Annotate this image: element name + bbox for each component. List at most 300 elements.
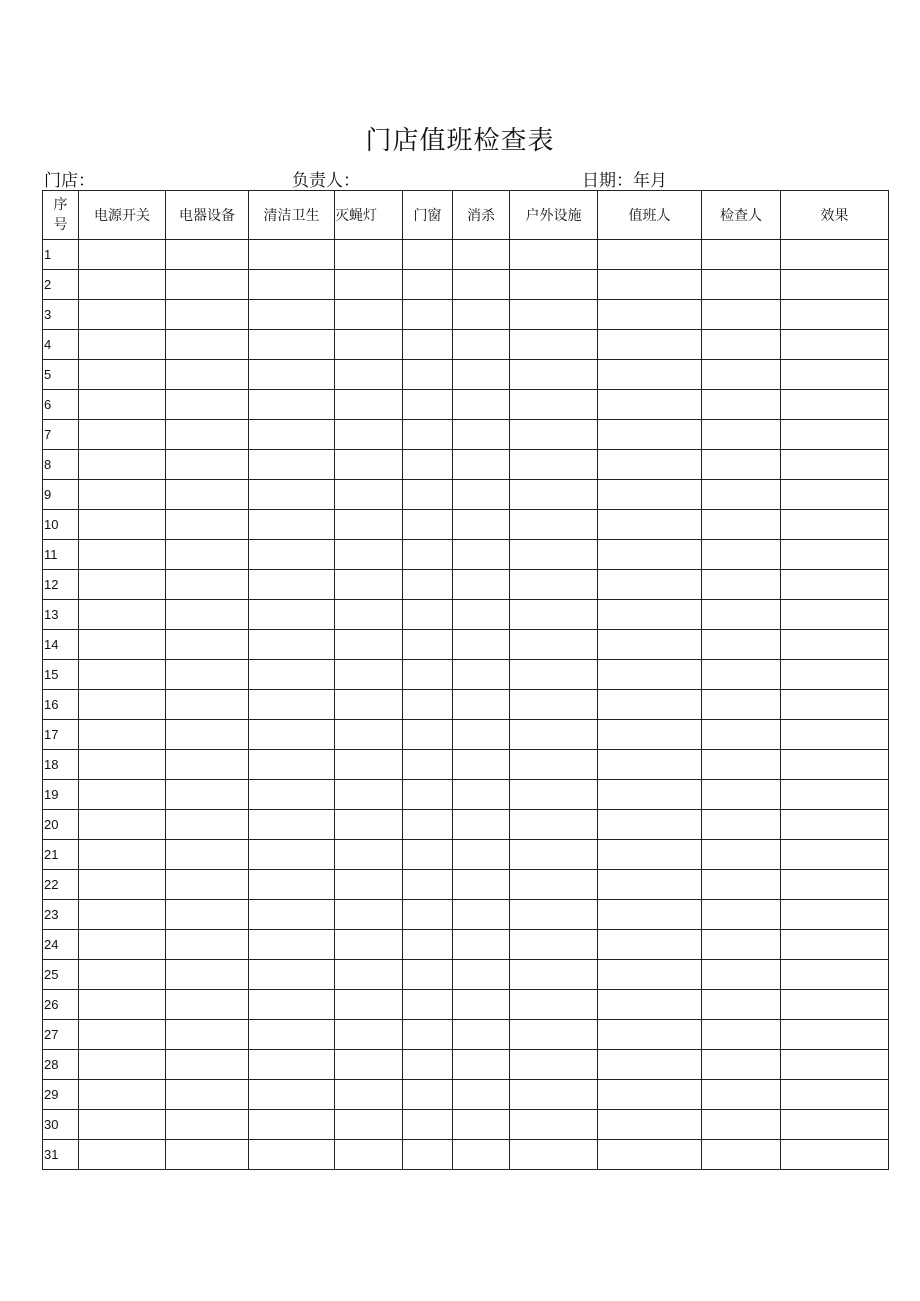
blank-cell[interactable] bbox=[453, 1110, 510, 1140]
blank-cell[interactable] bbox=[510, 1020, 598, 1050]
blank-cell[interactable] bbox=[335, 330, 403, 360]
blank-cell[interactable] bbox=[781, 720, 889, 750]
blank-cell[interactable] bbox=[79, 480, 166, 510]
blank-cell[interactable] bbox=[249, 630, 335, 660]
blank-cell[interactable] bbox=[598, 930, 702, 960]
blank-cell[interactable] bbox=[249, 660, 335, 690]
blank-cell[interactable] bbox=[510, 330, 598, 360]
blank-cell[interactable] bbox=[249, 1140, 335, 1170]
blank-cell[interactable] bbox=[702, 270, 781, 300]
blank-cell[interactable] bbox=[403, 990, 453, 1020]
blank-cell[interactable] bbox=[702, 300, 781, 330]
blank-cell[interactable] bbox=[403, 510, 453, 540]
blank-cell[interactable] bbox=[598, 630, 702, 660]
blank-cell[interactable] bbox=[781, 330, 889, 360]
blank-cell[interactable] bbox=[510, 510, 598, 540]
blank-cell[interactable] bbox=[598, 870, 702, 900]
blank-cell[interactable] bbox=[453, 1050, 510, 1080]
blank-cell[interactable] bbox=[403, 270, 453, 300]
blank-cell[interactable] bbox=[166, 930, 249, 960]
blank-cell[interactable] bbox=[166, 780, 249, 810]
blank-cell[interactable] bbox=[598, 840, 702, 870]
blank-cell[interactable] bbox=[781, 1050, 889, 1080]
blank-cell[interactable] bbox=[403, 780, 453, 810]
blank-cell[interactable] bbox=[510, 690, 598, 720]
blank-cell[interactable] bbox=[79, 450, 166, 480]
blank-cell[interactable] bbox=[249, 330, 335, 360]
blank-cell[interactable] bbox=[702, 420, 781, 450]
blank-cell[interactable] bbox=[335, 360, 403, 390]
blank-cell[interactable] bbox=[453, 480, 510, 510]
blank-cell[interactable] bbox=[510, 540, 598, 570]
blank-cell[interactable] bbox=[453, 570, 510, 600]
blank-cell[interactable] bbox=[79, 1080, 166, 1110]
blank-cell[interactable] bbox=[166, 750, 249, 780]
blank-cell[interactable] bbox=[335, 720, 403, 750]
blank-cell[interactable] bbox=[166, 540, 249, 570]
blank-cell[interactable] bbox=[510, 870, 598, 900]
blank-cell[interactable] bbox=[510, 570, 598, 600]
blank-cell[interactable] bbox=[781, 450, 889, 480]
blank-cell[interactable] bbox=[249, 270, 335, 300]
blank-cell[interactable] bbox=[702, 540, 781, 570]
blank-cell[interactable] bbox=[598, 720, 702, 750]
blank-cell[interactable] bbox=[598, 1020, 702, 1050]
blank-cell[interactable] bbox=[166, 1020, 249, 1050]
blank-cell[interactable] bbox=[249, 300, 335, 330]
blank-cell[interactable] bbox=[249, 1110, 335, 1140]
blank-cell[interactable] bbox=[702, 1080, 781, 1110]
blank-cell[interactable] bbox=[702, 510, 781, 540]
blank-cell[interactable] bbox=[335, 270, 403, 300]
blank-cell[interactable] bbox=[335, 300, 403, 330]
blank-cell[interactable] bbox=[79, 300, 166, 330]
blank-cell[interactable] bbox=[702, 810, 781, 840]
blank-cell[interactable] bbox=[79, 600, 166, 630]
blank-cell[interactable] bbox=[335, 480, 403, 510]
blank-cell[interactable] bbox=[249, 810, 335, 840]
blank-cell[interactable] bbox=[453, 660, 510, 690]
blank-cell[interactable] bbox=[702, 840, 781, 870]
blank-cell[interactable] bbox=[249, 450, 335, 480]
blank-cell[interactable] bbox=[453, 810, 510, 840]
blank-cell[interactable] bbox=[403, 1110, 453, 1140]
blank-cell[interactable] bbox=[166, 1050, 249, 1080]
blank-cell[interactable] bbox=[403, 660, 453, 690]
blank-cell[interactable] bbox=[166, 390, 249, 420]
blank-cell[interactable] bbox=[335, 540, 403, 570]
blank-cell[interactable] bbox=[453, 690, 510, 720]
blank-cell[interactable] bbox=[702, 990, 781, 1020]
blank-cell[interactable] bbox=[510, 420, 598, 450]
blank-cell[interactable] bbox=[598, 900, 702, 930]
blank-cell[interactable] bbox=[335, 690, 403, 720]
blank-cell[interactable] bbox=[166, 810, 249, 840]
blank-cell[interactable] bbox=[781, 990, 889, 1020]
blank-cell[interactable] bbox=[166, 720, 249, 750]
blank-cell[interactable] bbox=[335, 390, 403, 420]
blank-cell[interactable] bbox=[166, 420, 249, 450]
blank-cell[interactable] bbox=[781, 510, 889, 540]
blank-cell[interactable] bbox=[335, 1080, 403, 1110]
blank-cell[interactable] bbox=[249, 360, 335, 390]
blank-cell[interactable] bbox=[166, 1110, 249, 1140]
blank-cell[interactable] bbox=[453, 540, 510, 570]
blank-cell[interactable] bbox=[79, 240, 166, 270]
blank-cell[interactable] bbox=[79, 540, 166, 570]
blank-cell[interactable] bbox=[510, 900, 598, 930]
blank-cell[interactable] bbox=[510, 1050, 598, 1080]
blank-cell[interactable] bbox=[598, 1140, 702, 1170]
blank-cell[interactable] bbox=[403, 360, 453, 390]
blank-cell[interactable] bbox=[166, 990, 249, 1020]
blank-cell[interactable] bbox=[453, 360, 510, 390]
blank-cell[interactable] bbox=[335, 900, 403, 930]
blank-cell[interactable] bbox=[403, 1020, 453, 1050]
blank-cell[interactable] bbox=[453, 720, 510, 750]
blank-cell[interactable] bbox=[453, 1020, 510, 1050]
blank-cell[interactable] bbox=[335, 570, 403, 600]
blank-cell[interactable] bbox=[598, 270, 702, 300]
blank-cell[interactable] bbox=[598, 600, 702, 630]
blank-cell[interactable] bbox=[166, 630, 249, 660]
blank-cell[interactable] bbox=[249, 960, 335, 990]
blank-cell[interactable] bbox=[249, 750, 335, 780]
blank-cell[interactable] bbox=[335, 240, 403, 270]
blank-cell[interactable] bbox=[510, 240, 598, 270]
blank-cell[interactable] bbox=[166, 1080, 249, 1110]
blank-cell[interactable] bbox=[702, 1110, 781, 1140]
blank-cell[interactable] bbox=[781, 660, 889, 690]
blank-cell[interactable] bbox=[510, 360, 598, 390]
blank-cell[interactable] bbox=[249, 240, 335, 270]
blank-cell[interactable] bbox=[79, 870, 166, 900]
blank-cell[interactable] bbox=[453, 390, 510, 420]
blank-cell[interactable] bbox=[249, 1080, 335, 1110]
blank-cell[interactable] bbox=[598, 300, 702, 330]
blank-cell[interactable] bbox=[403, 540, 453, 570]
blank-cell[interactable] bbox=[510, 390, 598, 420]
blank-cell[interactable] bbox=[598, 540, 702, 570]
blank-cell[interactable] bbox=[702, 720, 781, 750]
blank-cell[interactable] bbox=[79, 660, 166, 690]
blank-cell[interactable] bbox=[335, 1110, 403, 1140]
blank-cell[interactable] bbox=[781, 750, 889, 780]
blank-cell[interactable] bbox=[166, 900, 249, 930]
blank-cell[interactable] bbox=[403, 840, 453, 870]
blank-cell[interactable] bbox=[702, 480, 781, 510]
blank-cell[interactable] bbox=[781, 540, 889, 570]
blank-cell[interactable] bbox=[702, 900, 781, 930]
blank-cell[interactable] bbox=[598, 750, 702, 780]
blank-cell[interactable] bbox=[702, 960, 781, 990]
blank-cell[interactable] bbox=[403, 720, 453, 750]
blank-cell[interactable] bbox=[781, 1110, 889, 1140]
blank-cell[interactable] bbox=[335, 420, 403, 450]
blank-cell[interactable] bbox=[453, 750, 510, 780]
blank-cell[interactable] bbox=[166, 840, 249, 870]
blank-cell[interactable] bbox=[249, 420, 335, 450]
blank-cell[interactable] bbox=[403, 1050, 453, 1080]
blank-cell[interactable] bbox=[598, 1110, 702, 1140]
blank-cell[interactable] bbox=[403, 630, 453, 660]
blank-cell[interactable] bbox=[598, 510, 702, 540]
blank-cell[interactable] bbox=[781, 300, 889, 330]
blank-cell[interactable] bbox=[79, 900, 166, 930]
blank-cell[interactable] bbox=[510, 660, 598, 690]
blank-cell[interactable] bbox=[702, 1050, 781, 1080]
blank-cell[interactable] bbox=[79, 510, 166, 540]
blank-cell[interactable] bbox=[249, 540, 335, 570]
blank-cell[interactable] bbox=[702, 1020, 781, 1050]
blank-cell[interactable] bbox=[166, 360, 249, 390]
blank-cell[interactable] bbox=[79, 750, 166, 780]
blank-cell[interactable] bbox=[166, 240, 249, 270]
blank-cell[interactable] bbox=[403, 960, 453, 990]
blank-cell[interactable] bbox=[335, 1020, 403, 1050]
blank-cell[interactable] bbox=[166, 510, 249, 540]
blank-cell[interactable] bbox=[335, 960, 403, 990]
blank-cell[interactable] bbox=[335, 840, 403, 870]
blank-cell[interactable] bbox=[166, 960, 249, 990]
blank-cell[interactable] bbox=[403, 690, 453, 720]
blank-cell[interactable] bbox=[510, 840, 598, 870]
blank-cell[interactable] bbox=[598, 240, 702, 270]
blank-cell[interactable] bbox=[781, 1020, 889, 1050]
blank-cell[interactable] bbox=[453, 300, 510, 330]
blank-cell[interactable] bbox=[453, 510, 510, 540]
blank-cell[interactable] bbox=[453, 630, 510, 660]
blank-cell[interactable] bbox=[510, 780, 598, 810]
blank-cell[interactable] bbox=[453, 450, 510, 480]
blank-cell[interactable] bbox=[335, 510, 403, 540]
blank-cell[interactable] bbox=[598, 480, 702, 510]
blank-cell[interactable] bbox=[510, 450, 598, 480]
blank-cell[interactable] bbox=[453, 990, 510, 1020]
blank-cell[interactable] bbox=[249, 480, 335, 510]
blank-cell[interactable] bbox=[510, 1110, 598, 1140]
blank-cell[interactable] bbox=[249, 1050, 335, 1080]
blank-cell[interactable] bbox=[403, 450, 453, 480]
blank-cell[interactable] bbox=[335, 930, 403, 960]
blank-cell[interactable] bbox=[702, 630, 781, 660]
blank-cell[interactable] bbox=[781, 480, 889, 510]
blank-cell[interactable] bbox=[781, 960, 889, 990]
blank-cell[interactable] bbox=[335, 1050, 403, 1080]
blank-cell[interactable] bbox=[79, 720, 166, 750]
blank-cell[interactable] bbox=[249, 510, 335, 540]
blank-cell[interactable] bbox=[249, 900, 335, 930]
blank-cell[interactable] bbox=[335, 1140, 403, 1170]
blank-cell[interactable] bbox=[335, 990, 403, 1020]
blank-cell[interactable] bbox=[453, 780, 510, 810]
blank-cell[interactable] bbox=[403, 420, 453, 450]
blank-cell[interactable] bbox=[403, 930, 453, 960]
blank-cell[interactable] bbox=[702, 870, 781, 900]
blank-cell[interactable] bbox=[166, 570, 249, 600]
blank-cell[interactable] bbox=[702, 660, 781, 690]
blank-cell[interactable] bbox=[249, 840, 335, 870]
blank-cell[interactable] bbox=[781, 1140, 889, 1170]
blank-cell[interactable] bbox=[79, 930, 166, 960]
blank-cell[interactable] bbox=[598, 360, 702, 390]
blank-cell[interactable] bbox=[781, 270, 889, 300]
blank-cell[interactable] bbox=[702, 360, 781, 390]
blank-cell[interactable] bbox=[598, 690, 702, 720]
blank-cell[interactable] bbox=[453, 600, 510, 630]
blank-cell[interactable] bbox=[335, 600, 403, 630]
blank-cell[interactable] bbox=[335, 660, 403, 690]
blank-cell[interactable] bbox=[510, 750, 598, 780]
blank-cell[interactable] bbox=[79, 1020, 166, 1050]
blank-cell[interactable] bbox=[598, 660, 702, 690]
blank-cell[interactable] bbox=[166, 480, 249, 510]
blank-cell[interactable] bbox=[79, 360, 166, 390]
blank-cell[interactable] bbox=[249, 570, 335, 600]
blank-cell[interactable] bbox=[335, 630, 403, 660]
blank-cell[interactable] bbox=[453, 960, 510, 990]
blank-cell[interactable] bbox=[510, 300, 598, 330]
blank-cell[interactable] bbox=[702, 690, 781, 720]
blank-cell[interactable] bbox=[249, 390, 335, 420]
blank-cell[interactable] bbox=[335, 750, 403, 780]
blank-cell[interactable] bbox=[702, 240, 781, 270]
blank-cell[interactable] bbox=[249, 600, 335, 630]
blank-cell[interactable] bbox=[702, 570, 781, 600]
blank-cell[interactable] bbox=[702, 930, 781, 960]
blank-cell[interactable] bbox=[79, 780, 166, 810]
blank-cell[interactable] bbox=[453, 420, 510, 450]
blank-cell[interactable] bbox=[781, 240, 889, 270]
blank-cell[interactable] bbox=[403, 1080, 453, 1110]
blank-cell[interactable] bbox=[249, 1020, 335, 1050]
blank-cell[interactable] bbox=[598, 450, 702, 480]
blank-cell[interactable] bbox=[510, 270, 598, 300]
blank-cell[interactable] bbox=[781, 1080, 889, 1110]
blank-cell[interactable] bbox=[598, 960, 702, 990]
blank-cell[interactable] bbox=[510, 990, 598, 1020]
blank-cell[interactable] bbox=[403, 810, 453, 840]
blank-cell[interactable] bbox=[702, 450, 781, 480]
blank-cell[interactable] bbox=[781, 690, 889, 720]
blank-cell[interactable] bbox=[453, 1140, 510, 1170]
blank-cell[interactable] bbox=[781, 930, 889, 960]
blank-cell[interactable] bbox=[249, 930, 335, 960]
blank-cell[interactable] bbox=[249, 720, 335, 750]
blank-cell[interactable] bbox=[335, 450, 403, 480]
blank-cell[interactable] bbox=[453, 900, 510, 930]
blank-cell[interactable] bbox=[598, 390, 702, 420]
blank-cell[interactable] bbox=[166, 270, 249, 300]
blank-cell[interactable] bbox=[249, 690, 335, 720]
blank-cell[interactable] bbox=[598, 570, 702, 600]
blank-cell[interactable] bbox=[79, 420, 166, 450]
blank-cell[interactable] bbox=[781, 810, 889, 840]
blank-cell[interactable] bbox=[403, 480, 453, 510]
blank-cell[interactable] bbox=[166, 330, 249, 360]
blank-cell[interactable] bbox=[335, 870, 403, 900]
blank-cell[interactable] bbox=[510, 1140, 598, 1170]
blank-cell[interactable] bbox=[453, 870, 510, 900]
blank-cell[interactable] bbox=[510, 930, 598, 960]
blank-cell[interactable] bbox=[403, 900, 453, 930]
blank-cell[interactable] bbox=[598, 330, 702, 360]
blank-cell[interactable] bbox=[510, 630, 598, 660]
blank-cell[interactable] bbox=[166, 660, 249, 690]
blank-cell[interactable] bbox=[79, 1140, 166, 1170]
blank-cell[interactable] bbox=[510, 1080, 598, 1110]
blank-cell[interactable] bbox=[702, 330, 781, 360]
blank-cell[interactable] bbox=[453, 240, 510, 270]
blank-cell[interactable] bbox=[79, 690, 166, 720]
blank-cell[interactable] bbox=[79, 270, 166, 300]
blank-cell[interactable] bbox=[453, 1080, 510, 1110]
blank-cell[interactable] bbox=[598, 1080, 702, 1110]
blank-cell[interactable] bbox=[781, 390, 889, 420]
blank-cell[interactable] bbox=[781, 420, 889, 450]
blank-cell[interactable] bbox=[335, 810, 403, 840]
blank-cell[interactable] bbox=[702, 1140, 781, 1170]
blank-cell[interactable] bbox=[781, 600, 889, 630]
blank-cell[interactable] bbox=[453, 930, 510, 960]
blank-cell[interactable] bbox=[166, 1140, 249, 1170]
blank-cell[interactable] bbox=[510, 720, 598, 750]
blank-cell[interactable] bbox=[403, 330, 453, 360]
blank-cell[interactable] bbox=[166, 600, 249, 630]
blank-cell[interactable] bbox=[403, 600, 453, 630]
blank-cell[interactable] bbox=[702, 780, 781, 810]
blank-cell[interactable] bbox=[598, 780, 702, 810]
blank-cell[interactable] bbox=[598, 810, 702, 840]
blank-cell[interactable] bbox=[702, 390, 781, 420]
blank-cell[interactable] bbox=[79, 330, 166, 360]
blank-cell[interactable] bbox=[249, 990, 335, 1020]
blank-cell[interactable] bbox=[166, 450, 249, 480]
blank-cell[interactable] bbox=[781, 870, 889, 900]
blank-cell[interactable] bbox=[781, 780, 889, 810]
blank-cell[interactable] bbox=[79, 570, 166, 600]
blank-cell[interactable] bbox=[403, 390, 453, 420]
blank-cell[interactable] bbox=[335, 780, 403, 810]
blank-cell[interactable] bbox=[403, 1140, 453, 1170]
blank-cell[interactable] bbox=[453, 330, 510, 360]
blank-cell[interactable] bbox=[598, 420, 702, 450]
blank-cell[interactable] bbox=[598, 990, 702, 1020]
blank-cell[interactable] bbox=[403, 570, 453, 600]
blank-cell[interactable] bbox=[79, 1110, 166, 1140]
blank-cell[interactable] bbox=[79, 1050, 166, 1080]
blank-cell[interactable] bbox=[598, 1050, 702, 1080]
blank-cell[interactable] bbox=[781, 840, 889, 870]
blank-cell[interactable] bbox=[510, 960, 598, 990]
blank-cell[interactable] bbox=[510, 810, 598, 840]
blank-cell[interactable] bbox=[166, 690, 249, 720]
blank-cell[interactable] bbox=[79, 960, 166, 990]
blank-cell[interactable] bbox=[453, 270, 510, 300]
blank-cell[interactable] bbox=[79, 840, 166, 870]
blank-cell[interactable] bbox=[249, 780, 335, 810]
blank-cell[interactable] bbox=[781, 570, 889, 600]
blank-cell[interactable] bbox=[510, 480, 598, 510]
blank-cell[interactable] bbox=[781, 900, 889, 930]
blank-cell[interactable] bbox=[403, 870, 453, 900]
blank-cell[interactable] bbox=[79, 810, 166, 840]
blank-cell[interactable] bbox=[79, 390, 166, 420]
blank-cell[interactable] bbox=[166, 300, 249, 330]
blank-cell[interactable] bbox=[702, 600, 781, 630]
blank-cell[interactable] bbox=[781, 360, 889, 390]
blank-cell[interactable] bbox=[702, 750, 781, 780]
